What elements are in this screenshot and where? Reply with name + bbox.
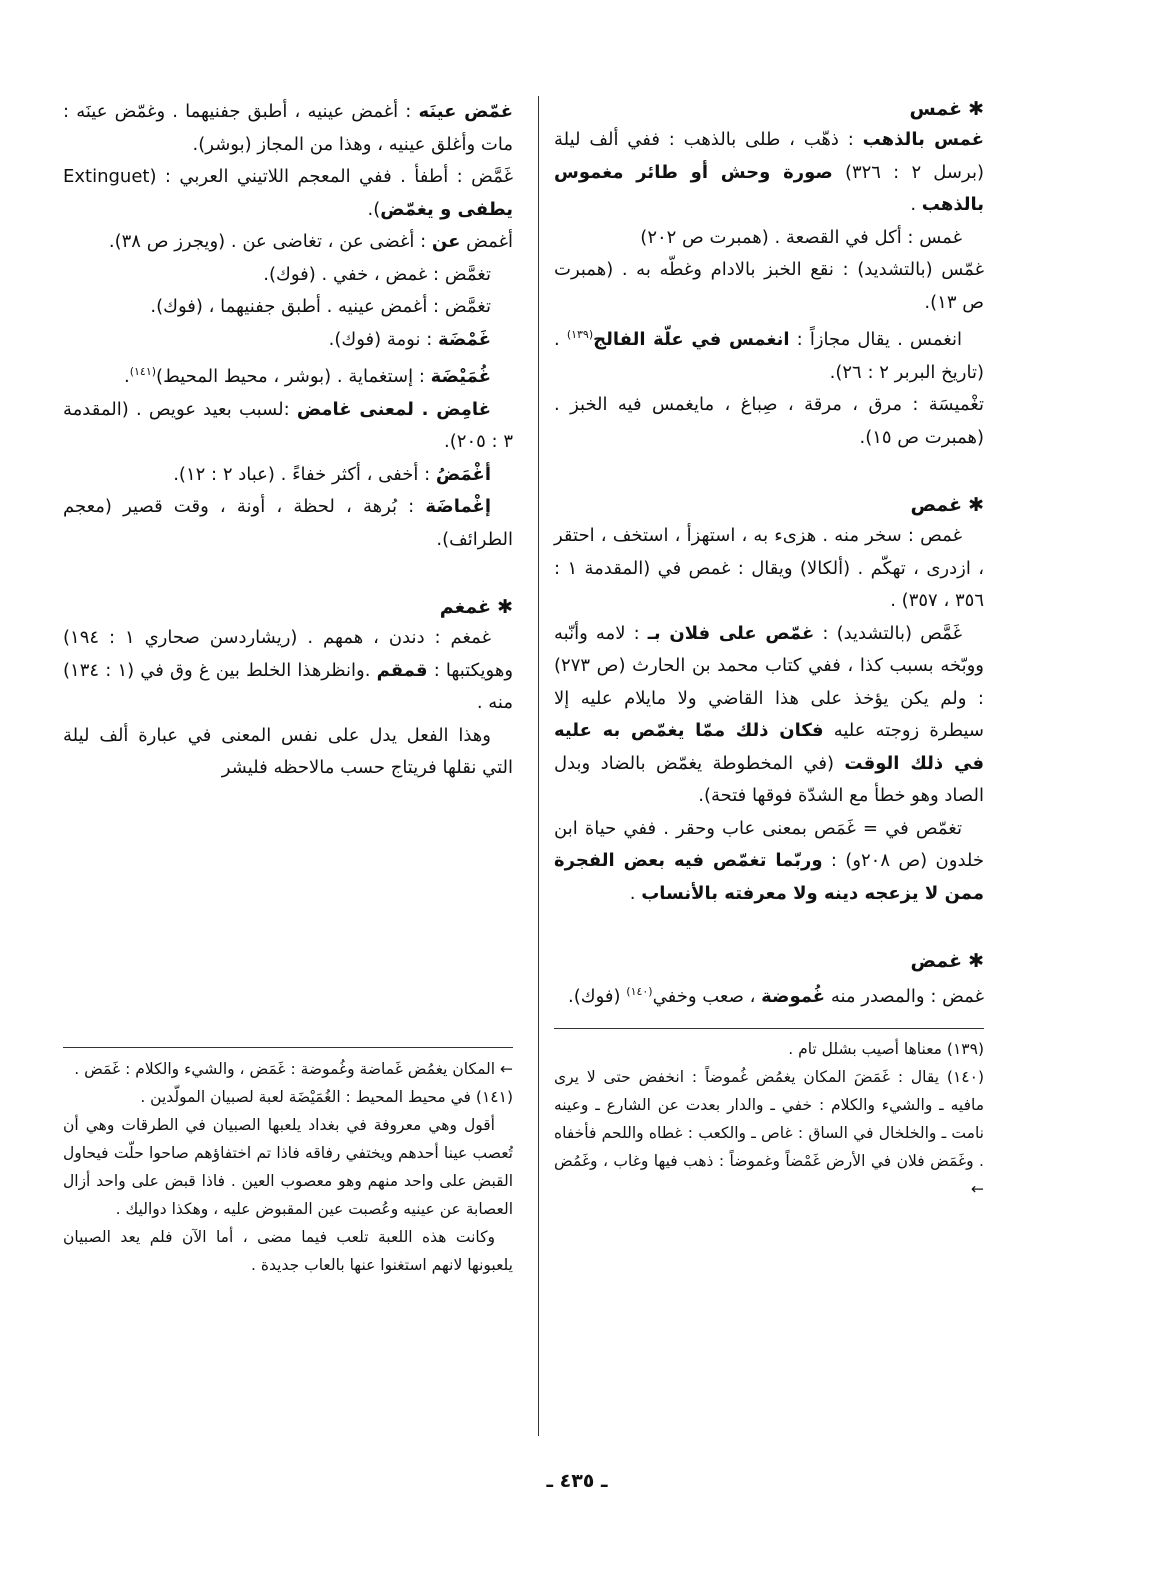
definition-paragraph: تغمَّض : أغمض عينيه . أطبق جفنيهما ، (فوك). [150, 296, 491, 317]
entry-heading [554, 492, 984, 518]
definition-text: . [910, 194, 922, 215]
footnote: أقول وهي معروفة في بغداد يلعبها الصبيان في الطرقات وهي أن تُعصب عينا أحدهم ويختفي رفاقه فاذا تم اختفاؤهم صاحوا حلّت فيحاول القبض على واحد منهم وهو معصوب العين . فاذا قبض على واحد أزال العصابة عن عينيه وعُصبت عين المقبوض عليه ، وهكذا دواليك . [63, 1116, 513, 1218]
definition-paragraph [63, 394, 513, 459]
definition-text: : نومة (فوك). [328, 328, 438, 350]
right-column [554, 96, 984, 1203]
headword: غمس بالذهب [862, 129, 984, 150]
definition-paragraph [63, 356, 513, 394]
definition-text: ). [367, 198, 381, 220]
headword: غمّض عينَه [418, 101, 513, 122]
footnote: ← المكان يغمُض غَماضة وغُموضة : غَمَض ، والشيء والكلام : غَمَض . [74, 1060, 513, 1078]
definition-paragraph [63, 459, 513, 492]
definition-text: أغمض [460, 231, 513, 252]
quote-text: يطفى و يغمّض [380, 198, 513, 220]
footnote: (١٣٩) معناها أصيب بشلل تام . [788, 1039, 984, 1058]
footnote-rule [63, 1047, 513, 1048]
definition-paragraph [554, 319, 984, 389]
definition-text: (فوك). [568, 986, 627, 1007]
headword: إغْماضَة [425, 496, 491, 517]
definition-paragraph [554, 976, 984, 1014]
entry-heading [63, 594, 513, 620]
definition-text: :لسبب بعيد عويص . (المقدمة ٣ : ٢٠٥). [63, 398, 513, 452]
definition-text: غمغم : دندن ، همهم . (ريشاردسن صحاري ١ : ١٩٤) وهويكتبها : [63, 627, 514, 681]
definition-text: غمض : والمصدر منه [825, 986, 984, 1007]
heading-text: غمض [910, 950, 963, 972]
definition-paragraph [63, 161, 513, 226]
footnote-rule [554, 1028, 984, 1029]
definition-text: .وانظرهذا الخلط بين غ وق في (١ : ١٣٤) منه . [63, 659, 513, 713]
definition-paragraph: تغْميسَة : مرق ، مرقة ، صِباغ ، مايغمس فيه الخبز . (همبرت ص ١٥). [554, 394, 984, 448]
definition-paragraph: غمص : سخر منه . هزىء به ، استهزأ ، استخف ، احتقر ، ازدرى ، تهكّم . (ألكالا) ويقال : غمص في (المقدمة ١ : ٣٥٦ ، ٣٥٧) . [554, 525, 985, 611]
column-divider [538, 96, 539, 1436]
definition-text: : أخفى ، أكثر خفاءً . (عباد ٢ : ١٢). [173, 463, 436, 485]
definition-paragraph [63, 324, 513, 357]
quote-text: انغمس في علّة الفالج [593, 329, 790, 350]
asterisk-icon: ✱ [497, 596, 513, 618]
headword: غُمَيْضَة [430, 366, 491, 387]
footnote-ref: (١٤٠) [626, 985, 653, 998]
left-footnotes [63, 1055, 513, 1279]
definition-paragraph [554, 618, 984, 813]
definition-paragraph [63, 226, 513, 259]
definition-paragraph: تغمَّض : غمض ، خفي . (فوك). [263, 263, 491, 285]
definition-text: : لامه وأنّبه ووبّخه بسبب كذا ، ففي كتاب محمد بن الحارث (ص ٢٧٣) : ولم يكن يؤخذ على هذا القاضي ولا مايلام عليه إلا سيطرة زوجته عليه [554, 622, 984, 741]
definition-text: : بُرهة ، لحظة ، أونة ، وقت قصير (معجم الطرائف). [63, 496, 513, 550]
footnote-ref: (١٣٩) [566, 328, 594, 341]
definition-paragraph [63, 96, 513, 161]
headword: قمقم [376, 659, 428, 681]
quote-text: فكان ذلك ممّا يغمّص به عليه في ذلك الوقت [554, 720, 985, 774]
headword: أغْمَضُ [435, 463, 491, 485]
definition-paragraph [554, 813, 984, 911]
headword: غمّص على فلان بـ [647, 622, 815, 644]
footnote: وكانت هذه اللعبة تلعب فيما مضى ، أما الآن فلم يعد الصبيان يلعبونها لانهم استغنوا عنها بالعاب جديدة . [63, 1228, 513, 1274]
asterisk-icon: ✱ [968, 494, 984, 516]
entry-heading [554, 948, 984, 974]
definition-text: : إستغماية . (بوشر ، محيط المحيط) [156, 366, 431, 387]
heading-text: غمص [910, 494, 963, 516]
footnote: (١٤٠) يقال : غَمَضَ المكان يغمُض غُموضاً : انخفض حتى لا يرى مافيه ـ والشيء والكلام : خفي ـ والدار بعدت عن الشارع ـ وعينه نامت ـ والخلخال في الساق : غاص ـ والكعب : غطاه واللحم فأخفاه . وغَمَض فلان في الأرض غَمْضاً وغموضاً : ذهب فيها وغاب ، وغَمُض ← [554, 1067, 984, 1198]
definition-text: . (تاريخ البربر ٢ : ٢٦). [554, 329, 984, 383]
definition-paragraph: وهذا الفعل يدل على نفس المعنى في عبارة ألف ليلة التي نقلها فريتاج حسب مالاحظه فليشر [63, 724, 513, 778]
quote-text: صورة وحش أو طائر مغموس بالذهب [554, 161, 984, 215]
heading-text: غمس [909, 98, 963, 120]
definition-text: : أغضى عن ، تغاضى عن . (ويجرز ص ٣٨). [108, 231, 432, 252]
definition-text: . [629, 882, 642, 904]
definition-text: : ذهّب ، طلى بالذهب : ففي ألف ليلة (برسل ٢ : ٣٢٦) [554, 129, 984, 183]
footnote-ref: (١٤١) [129, 365, 157, 378]
asterisk-icon: ✱ [968, 950, 984, 972]
page-number: ـ ٤٣٥ ـ [546, 1470, 608, 1492]
definition-text: ، صعب وخفي [652, 986, 762, 1007]
headword: غُموضة [761, 986, 826, 1007]
definition-text: تغمّص في = غَمَص بمعنى عاب وحقر . ففي حياة ابن خلدون (ص ٢٠٨و) : [554, 817, 984, 871]
definition-paragraph: غمس : أكل في القصعة . (همبرت ص ٢٠٢) [640, 226, 962, 248]
asterisk-icon: ✱ [968, 98, 984, 120]
headword: عن [431, 231, 461, 252]
definition-text: انغمس . يقال مجازاً : [789, 329, 962, 350]
headword: غامِض . لمعنى غامض [296, 398, 491, 420]
definition-text: غَمَّص (بالتشديد) : [814, 622, 962, 644]
footnote: (١٤١) في محيط المحيط : الغُمَيْضَة لعبة لصبيان المولّدين . [140, 1088, 513, 1106]
entry-heading [554, 96, 984, 122]
heading-text: غمغم [439, 596, 492, 618]
definition-paragraph [63, 622, 513, 720]
definition-paragraph: غمّس (بالتشديد) : نقع الخبز بالادام وغطّه به . (همبرت ص ١٣). [554, 259, 984, 313]
headword: غَمْضَة [437, 328, 491, 350]
definition-text: : أغمض عينيه ، أطبق جفنيهما . وغمّض عينَه : مات وأغلق عينيه ، وهذا من المجاز (بوشر). [63, 101, 513, 155]
definition-text: غَمَّض : أطفأ . ففي المعجم اللاتيني العربي : (Extinguet [63, 166, 513, 187]
quote-text: وربّما تغمّص فيه بعض الفجرة ممن لا يزعجه دينه ولا معرفته بالأنساب [554, 850, 984, 904]
definition-text: . [123, 366, 130, 387]
definition-text: (في المخطوطة يغمّض بالضاد وبدل الصاد وهو خطأ مع الشدّة فوقها فتحة). [554, 752, 984, 806]
definition-paragraph [554, 124, 984, 222]
left-column [63, 96, 513, 785]
definition-paragraph [63, 491, 513, 556]
